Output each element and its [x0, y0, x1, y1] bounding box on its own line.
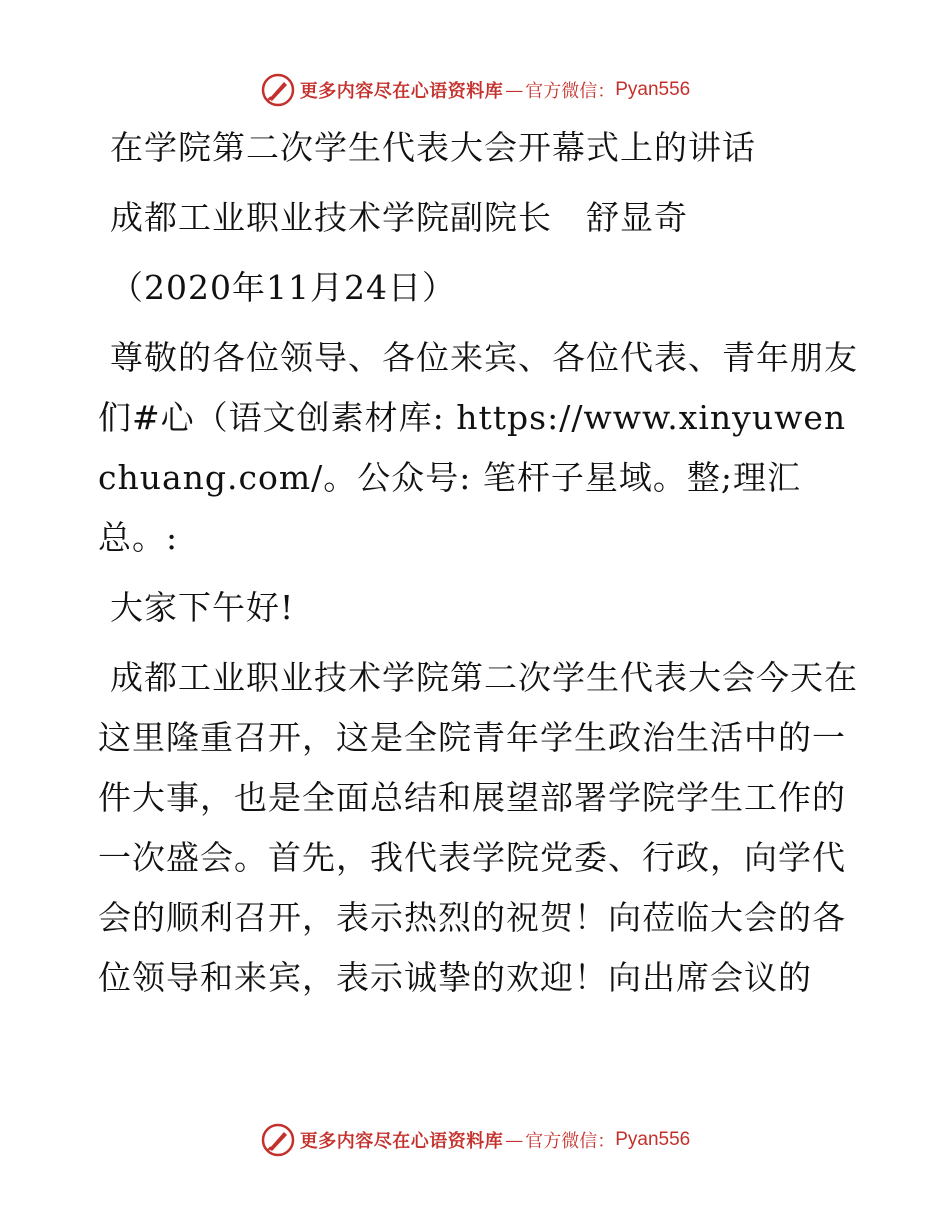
banner-wechat-label: 官方微信： [525, 1131, 616, 1152]
footer-banner [0, 1120, 950, 1160]
document-salutation: 尊敬的各位领导、各位来宾、各位代表、青年朋友们#心（语文创素材库: https://www.xinyuwenchuang.com/。公众号: 笔杆子星域。整;理汇总。: [98, 338, 858, 557]
document-greeting: 大家下午好! [110, 588, 295, 627]
banner-dash: — [505, 1129, 524, 1151]
quill-pen-icon [260, 1122, 296, 1158]
document-title: 在学院第二次学生代表大会开幕式上的讲话 [110, 128, 756, 167]
banner-wechat-label: 官方微信： [525, 81, 616, 102]
quill-pen-icon [260, 72, 296, 108]
banner-brand-text: 更多内容尽在心语资料库 [299, 81, 504, 102]
document-author: 成都工业职业技术学院副院长 舒显奇 [110, 198, 688, 237]
document-paragraph: 成都工业职业技术学院第二次学生代表大会今天在这里隆重召开，这是全院青年学生政治生活中的一件大事，也是全面总结和展望部署学院学生工作的一次盛会。首先，我代表学院党委、行政，向学代会的顺利召开，表示热烈的祝贺！向莅临大会的各位领导和来宾，表示诚挚的欢迎！向出席会议的 [98, 658, 858, 997]
banner-wechat-account: Pyan556 [615, 79, 691, 100]
banner-wechat-account: Pyan556 [615, 1129, 691, 1150]
banner-dash: — [505, 79, 524, 101]
document-body [98, 118, 858, 1008]
header-banner [0, 70, 950, 110]
document-date: （2020年11月24日） [110, 268, 456, 307]
banner-brand-text: 更多内容尽在心语资料库 [299, 1131, 504, 1152]
